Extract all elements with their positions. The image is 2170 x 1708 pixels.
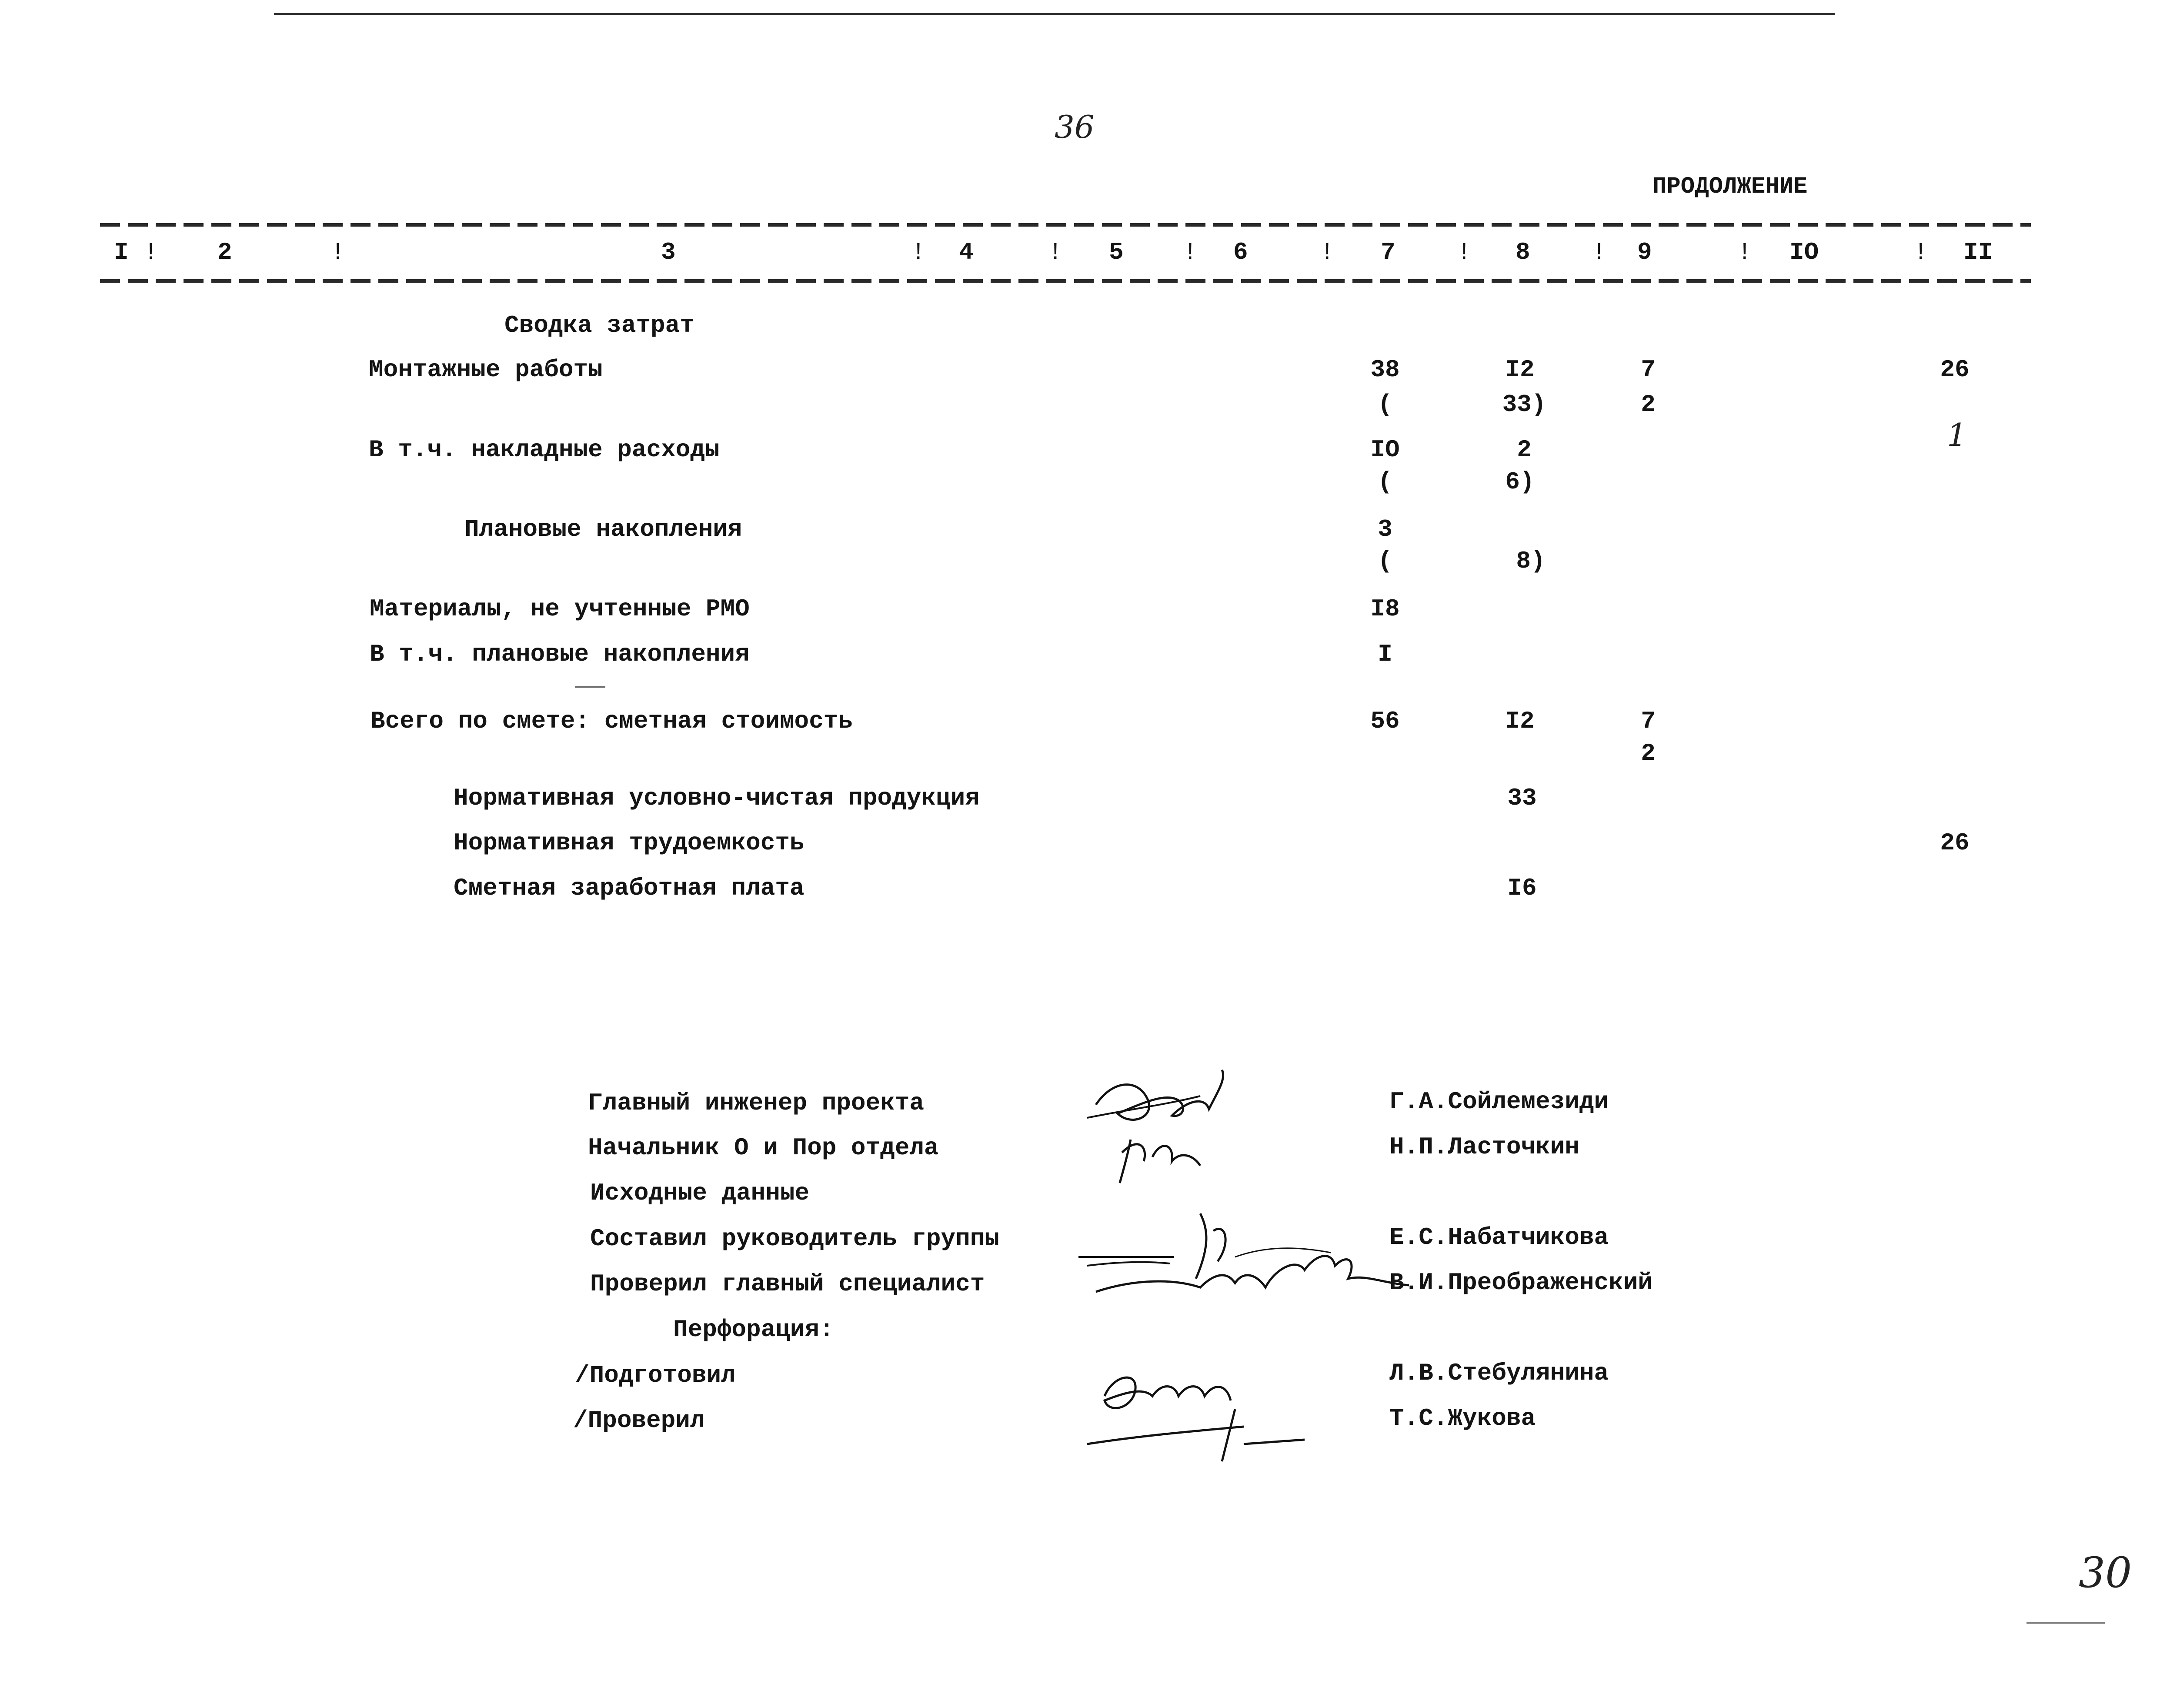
column-header: IO bbox=[1789, 238, 1819, 266]
cell-col7: IO bbox=[1370, 436, 1400, 464]
cell-col7-sub: ( bbox=[1378, 547, 1392, 575]
column-separator: ! bbox=[144, 238, 158, 266]
header-top-rule bbox=[100, 223, 2031, 227]
role-label-checked bbox=[573, 1407, 704, 1434]
signer-name: В.И.Преображенский bbox=[1389, 1269, 1653, 1297]
row-label: Материалы, не учтенные РМО bbox=[370, 595, 750, 623]
row-label: В т.ч. плановые накопления bbox=[370, 640, 750, 668]
signer-name: Е.С.Набатчикова bbox=[1389, 1223, 1609, 1251]
column-header: 3 bbox=[661, 238, 676, 266]
cell-col7: 38 bbox=[1370, 356, 1400, 384]
column-header: 6 bbox=[1233, 238, 1248, 266]
role-label-prepared bbox=[575, 1361, 736, 1389]
role-label: Перфорация: bbox=[673, 1316, 834, 1344]
slash-mark: / bbox=[575, 1361, 590, 1389]
column-header: 5 bbox=[1109, 238, 1124, 266]
cell-col8: I2 bbox=[1505, 356, 1535, 384]
column-separator: ! bbox=[331, 238, 345, 266]
cell-col7-sub: ( bbox=[1378, 391, 1392, 418]
row-label: Монтажные работы bbox=[369, 356, 603, 384]
role-label: Начальник О и Пор отдела bbox=[588, 1134, 939, 1162]
cell-col7: I bbox=[1378, 640, 1392, 668]
row-label: Всего по смете: сметная стоимость bbox=[371, 707, 853, 735]
role-label: Составил руководитель группы bbox=[590, 1225, 999, 1253]
signature-mark bbox=[1078, 1357, 1322, 1470]
cell-col11: 26 bbox=[1940, 356, 1970, 384]
column-separator: ! bbox=[1457, 238, 1472, 266]
cell-col7: I8 bbox=[1370, 595, 1400, 623]
column-separator: ! bbox=[1737, 238, 1752, 266]
role-label: Исходные данные bbox=[590, 1179, 810, 1207]
row-label: Сметная заработная плата bbox=[454, 874, 805, 902]
cell-col7: 3 bbox=[1378, 515, 1392, 543]
cell-col8-sub: 8) bbox=[1516, 547, 1546, 575]
sheet-number: 30 bbox=[2079, 1548, 2132, 1597]
row-label: Плановые накопления bbox=[464, 515, 742, 543]
cell-col9-sub: 2 bbox=[1641, 739, 1656, 767]
cell-col8: I2 bbox=[1505, 707, 1535, 735]
divider bbox=[575, 686, 605, 688]
cell-col8: 2 bbox=[1517, 436, 1532, 464]
role-label: Главный инженер проекта bbox=[588, 1089, 924, 1117]
column-header: I bbox=[114, 238, 129, 266]
role-label: Подготовил bbox=[589, 1361, 736, 1389]
column-header: 4 bbox=[959, 238, 974, 266]
header-bottom-rule bbox=[100, 279, 2031, 283]
top-rule bbox=[274, 13, 1835, 15]
column-separator: ! bbox=[1048, 238, 1063, 266]
signature-mark bbox=[1078, 1053, 1287, 1192]
continuation-label: ПРОДОЛЖЕНИЕ bbox=[1653, 174, 1808, 200]
signature-mark bbox=[1070, 1205, 1426, 1348]
row-label: В т.ч. накладные расходы bbox=[369, 436, 720, 464]
cell-col9-sub: 2 bbox=[1641, 391, 1656, 418]
cell-col9: 7 bbox=[1641, 356, 1656, 384]
summary-title: Сводка затрат bbox=[504, 311, 694, 339]
signer-name: Т.С.Жукова bbox=[1389, 1404, 1536, 1432]
cell-col8: 33 bbox=[1507, 784, 1537, 812]
signer-name: Н.П.Ласточкин bbox=[1389, 1133, 1579, 1161]
cell-col8-sub: 33) bbox=[1502, 391, 1546, 418]
column-separator: ! bbox=[1913, 238, 1928, 266]
row-label: Нормативная условно-чистая продукция bbox=[454, 784, 980, 812]
slash-mark: / bbox=[573, 1407, 588, 1434]
cell-col11: 26 bbox=[1940, 829, 1970, 857]
column-separator: ! bbox=[1320, 238, 1335, 266]
role-label: Проверил главный специалист bbox=[590, 1270, 985, 1298]
row-label: Нормативная трудоемкость bbox=[454, 829, 805, 857]
cell-col9: 7 bbox=[1641, 707, 1656, 735]
cell-col8-sub: 6) bbox=[1505, 468, 1535, 496]
column-separator: ! bbox=[911, 238, 926, 266]
signer-name: Л.В.Стебулянина bbox=[1389, 1359, 1609, 1387]
signer-name: Г.А.Сойлемезиди bbox=[1389, 1088, 1609, 1116]
cell-col8: I6 bbox=[1507, 874, 1537, 902]
cell-col7: 56 bbox=[1370, 707, 1400, 735]
column-header: 9 bbox=[1637, 238, 1652, 266]
role-label: Проверил bbox=[588, 1407, 705, 1434]
column-header: 8 bbox=[1516, 238, 1530, 266]
column-separator: ! bbox=[1183, 238, 1198, 266]
column-separator: ! bbox=[1592, 238, 1606, 266]
column-header: 7 bbox=[1381, 238, 1395, 266]
column-header: 2 bbox=[217, 238, 232, 266]
column-header: II bbox=[1963, 238, 1993, 266]
page-number: 36 bbox=[1055, 109, 1095, 145]
cell-col11: 1 bbox=[1947, 417, 1967, 453]
cell-col7-sub: ( bbox=[1378, 468, 1392, 496]
sheet-number-underline bbox=[2026, 1622, 2105, 1624]
